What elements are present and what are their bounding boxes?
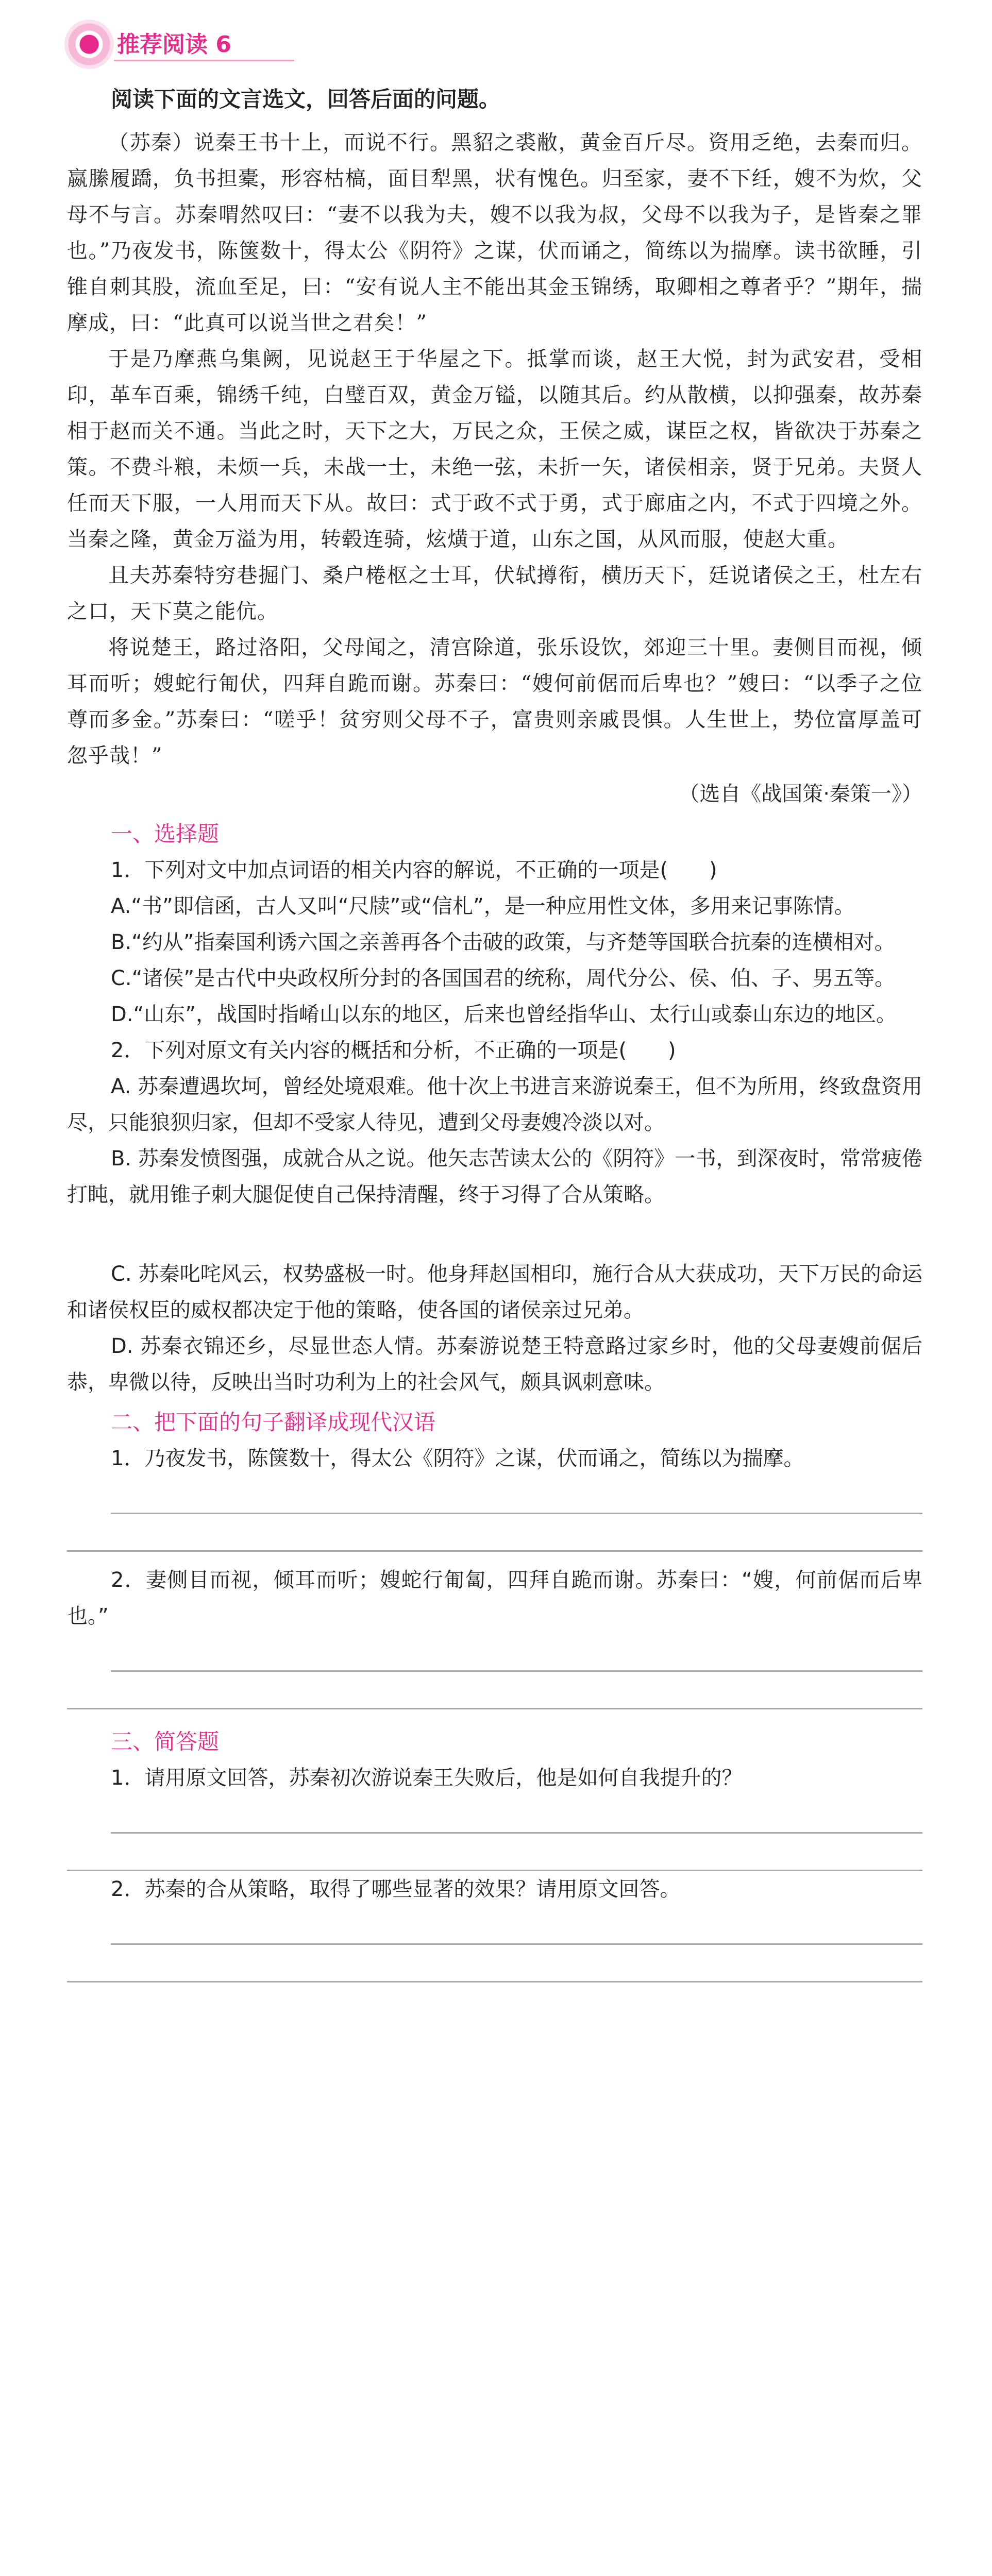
instruction-text: 阅读下面的文言选文，回答后面的问题。: [111, 87, 501, 112]
section-title-short-answer: 三、简答题: [111, 1729, 220, 1754]
choice-question-1: [67, 852, 922, 1032]
answer-line[interactable]: [67, 1514, 922, 1552]
option-d: D. 苏秦衣锦还乡，尽显世态人情。苏秦游说楚王特意路过家乡时，他的父母妻嫂前倨后恭，卑微以待，反映出当时功利为上的社会风气，颇具讽刺意味。: [67, 1334, 922, 1394]
translate-question-2: [67, 1562, 922, 1634]
passage-paragraph: 将说楚王，路过洛阳，父母闻之，清宫除道，张乐设饮，郊迎三十里。妻侧目而视，倾耳而听；嫂蛇行匍伏，四拜自跪而谢。苏秦曰：“嫂何前倨而后卑也？”嫂曰：“以季子之位尊而多金。”苏秦曰：“嗟乎！贫穷则父母不子，富贵则亲戚畏惧。人生世上，势位富厚盖可忽乎哉！”: [67, 636, 922, 768]
question-stem: 1．下列对文中加点词语的相关内容的解说，不正确的一项是( ): [111, 858, 717, 882]
option-d: D.“山东”，战国时指崤山以东的地区，后来也曾经指华山、太行山或泰山东边的地区。: [111, 1003, 897, 1026]
question-text: 1．请用原文回答，苏秦初次游说秦王失败后，他是如何自我提升的？: [111, 1766, 743, 1790]
section-title-translate: 二、把下面的句子翻译成现代汉语: [111, 1410, 436, 1435]
short-answer-question-2: [67, 1871, 922, 1907]
question-text: 1．乃夜发书，陈箧数十，得太公《阴符》之谋，伏而诵之，简练以为揣摩。: [111, 1447, 804, 1470]
translate-question-1: [67, 1440, 922, 1477]
question-text: 2．妻侧目而视，倾耳而听；嫂蛇行匍匐，四拜自跪而谢。苏秦曰：“嫂，何前倨而后卑也。”: [67, 1568, 922, 1628]
answer-line[interactable]: [111, 1477, 922, 1514]
passage-paragraph: （苏秦）说秦王书十上，而说不行。黑貂之裘敝，黄金百斤尽。资用乏绝，去秦而归。嬴縢履蹻，负书担橐，形容枯槁，面目犁黑，状有愧色。归至家，妻不下纴，嫂不为炊，父母不与言。苏秦喟然叹曰：“妻不以我为夫，嫂不以我为叔，父母不以我为子，是皆秦之罪也。”乃夜发书，陈箧数十，得太公《阴符》之谋，伏而诵之，简练以为揣摩。读书欲睡，引锥自刺其股，流血至足，曰：“安有说人主不能出其金玉锦绣，取卿相之尊者乎？”期年，揣摩成，曰：“此真可以说当世之君矣！”: [67, 131, 922, 335]
choice-question-2: [67, 1032, 922, 1400]
answer-line[interactable]: [111, 1634, 922, 1672]
classical-passage: [67, 125, 922, 774]
target-circle-icon: [64, 20, 114, 69]
header-underline: [114, 60, 294, 61]
option-c: C. 苏秦叱咤风云，权势盛极一时。他身拜赵国相印，施行合从大获成功，天下万民的命运和诸侯权臣的威权都决定于他的策略，使各国的诸侯亲过兄弟。: [67, 1262, 922, 1322]
passage-paragraph: 且夫苏秦特穷巷掘门、桑户棬枢之士耳，伏轼撙衔，横历天下，廷说诸侯之王，杜左右之口，天下莫之能伉。: [67, 564, 922, 623]
answer-line[interactable]: [67, 1945, 922, 1982]
option-a: A. 苏秦遭遇坎坷，曾经处境艰难。他十次上书进言来游说秦王，但不为所用，终致盘资用尽，只能狼狈归家，但却不受家人待见，遭到父母妻嫂冷淡以对。: [67, 1075, 922, 1134]
answer-line[interactable]: [67, 1672, 922, 1709]
section-title-choice: 一、选择题: [111, 821, 220, 846]
option-b: B.“约从”指秦国利诱六国之亲善再各个击破的政策，与齐楚等国联合抗秦的连横相对。: [111, 930, 895, 954]
option-b: B. 苏秦发愤图强，成就合从之说。他矢志苦读太公的《阴符》一书，到深夜时，常常疲倦打盹，就用锥子刺大腿促使自己保持清醒，终于习得了合从策略。: [67, 1147, 922, 1207]
passage-source: （选自《战国策·秦策一》）: [679, 782, 922, 806]
short-answer-question-1: [67, 1760, 922, 1796]
question-stem: 2．下列对原文有关内容的概括和分析，不正确的一项是( ): [111, 1039, 676, 1062]
question-text: 2．苏秦的合从策略，取得了哪些显著的效果？请用原文回答。: [111, 1877, 681, 1901]
answer-line[interactable]: [111, 1907, 922, 1945]
option-c: C.“诸侯”是古代中央政权所分封的各国国君的统称，周代分公、侯、伯、子、男五等。: [111, 967, 896, 990]
answer-line[interactable]: [111, 1796, 922, 1834]
answer-line[interactable]: [67, 1834, 922, 1871]
header-label: 推荐阅读 6: [117, 31, 231, 58]
main-content: [67, 81, 922, 1982]
option-a: A.“书”即信函，古人又叫“尺牍”或“信札”，是一种应用性文体，多用来记事陈情。: [111, 894, 855, 918]
passage-paragraph: 于是乃摩燕乌集阙，见说赵王于华屋之下。抵掌而谈，赵王大悦，封为武安君，受相印，革车百乘，锦绣千纯，白璧百双，黄金万镒，以随其后。约从散横，以抑强秦，故苏秦相于赵而关不通。当此之时，天下之大，万民之众，王侯之威，谋臣之权，皆欲决于苏秦之策。不费斗粮，未烦一兵，未战一士，未绝一弦，未折一矢，诸侯相亲，贤于兄弟。夫贤人任而天下服，一人用而天下从。故曰：式于政不式于勇，式于廊庙之内，不式于四境之外。当秦之隆，黄金万溢为用，转毂连骑，炫熿于道，山东之国，从风而服，使赵大重。: [67, 347, 922, 551]
